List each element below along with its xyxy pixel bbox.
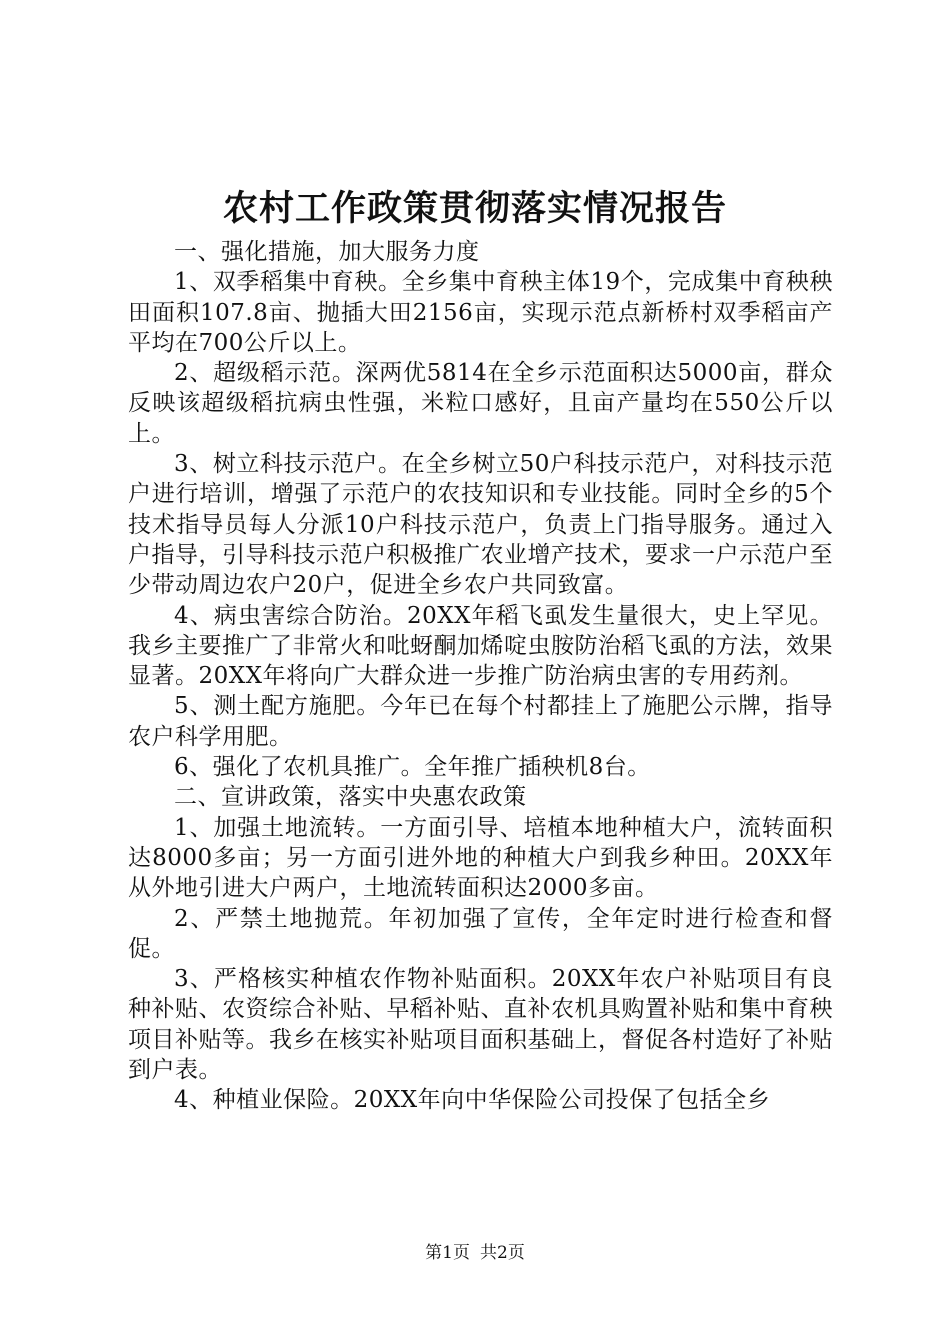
page-number: 第1页 bbox=[425, 1243, 470, 1263]
section-heading-2: 二、宣讲政策，落实中央惠农政策 bbox=[174, 784, 527, 811]
paragraph-2-2: 2、严禁土地抛荒。年初加强了宣传，全年定时进行检查和督促。 bbox=[128, 905, 833, 962]
paragraph-2-1: 1、加强土地流转。一方面引导、培植本地种植大户，流转面积达8000多亩；另一方面引进外地的种植大户到我乡种田。20XX年从外地引进大户两户，土地流转面积达2000多亩。 bbox=[128, 814, 833, 902]
document-body bbox=[128, 237, 833, 1116]
paragraph-1-5: 5、测土配方施肥。今年已在每个村都挂上了施肥公示牌，指导农户科学用肥。 bbox=[128, 693, 833, 750]
paragraph-2-4: 4、种植业保险。20XX年向中华保险公司投保了包括全乡 bbox=[174, 1087, 771, 1114]
paragraph-1-1: 1、双季稻集中育秧。全乡集中育秧主体19个，完成集中育秧秧田面积107.8亩、抛插大田2156亩，实现示范点新桥村双季稻亩产平均在700公斤以上。 bbox=[128, 269, 833, 356]
paragraph-1-2: 2、超级稻示范。深两优5814在全乡示范面积达5000亩，群众反映该超级稻抗病虫性强，米粒口感好，且亩产量均在550公斤以上。 bbox=[128, 360, 833, 447]
section-heading-1: 一、强化措施，加大服务力度 bbox=[174, 239, 480, 265]
paragraph-1-6: 6、强化了农机具推广。全年推广插秧机8台。 bbox=[174, 754, 651, 781]
paragraph-2-3: 3、严格核实种植农作物补贴面积。20XX年农户补贴项目有良种补贴、农资综合补贴、早稻补贴、直补农机具购置补贴和集中育秧项目补贴等。我乡在核实补贴项目面积基础上，督促各村造好了补贴到户表。 bbox=[128, 966, 833, 1084]
document-title: 农村工作政策贯彻落实情况报告 bbox=[222, 188, 727, 229]
page-total: 共2页 bbox=[480, 1243, 525, 1263]
paragraph-1-4: 4、病虫害综合防治。20XX年稻飞虱发生量很大，史上罕见。我乡主要推广了非常火和吡蚜酮加烯啶虫胺防治稻飞虱的方法，效果显著。20XX年将向广大群众进一步推广防治病虫害的专用药剂。 bbox=[128, 602, 833, 690]
page-footer bbox=[0, 1241, 950, 1265]
paragraph-1-3: 3、树立科技示范户。在全乡树立50户科技示范户，对科技示范户进行培训，增强了示范户的农技知识和专业技能。同时全乡的5个技术指导员每人分派10户科技示范户，负责上门指导服务。通过入户指导，引导科技示范户积极推广农业增产技术，要求一户示范户至少带动周边农户20户，促进全乡农户共同致富。 bbox=[128, 451, 833, 599]
